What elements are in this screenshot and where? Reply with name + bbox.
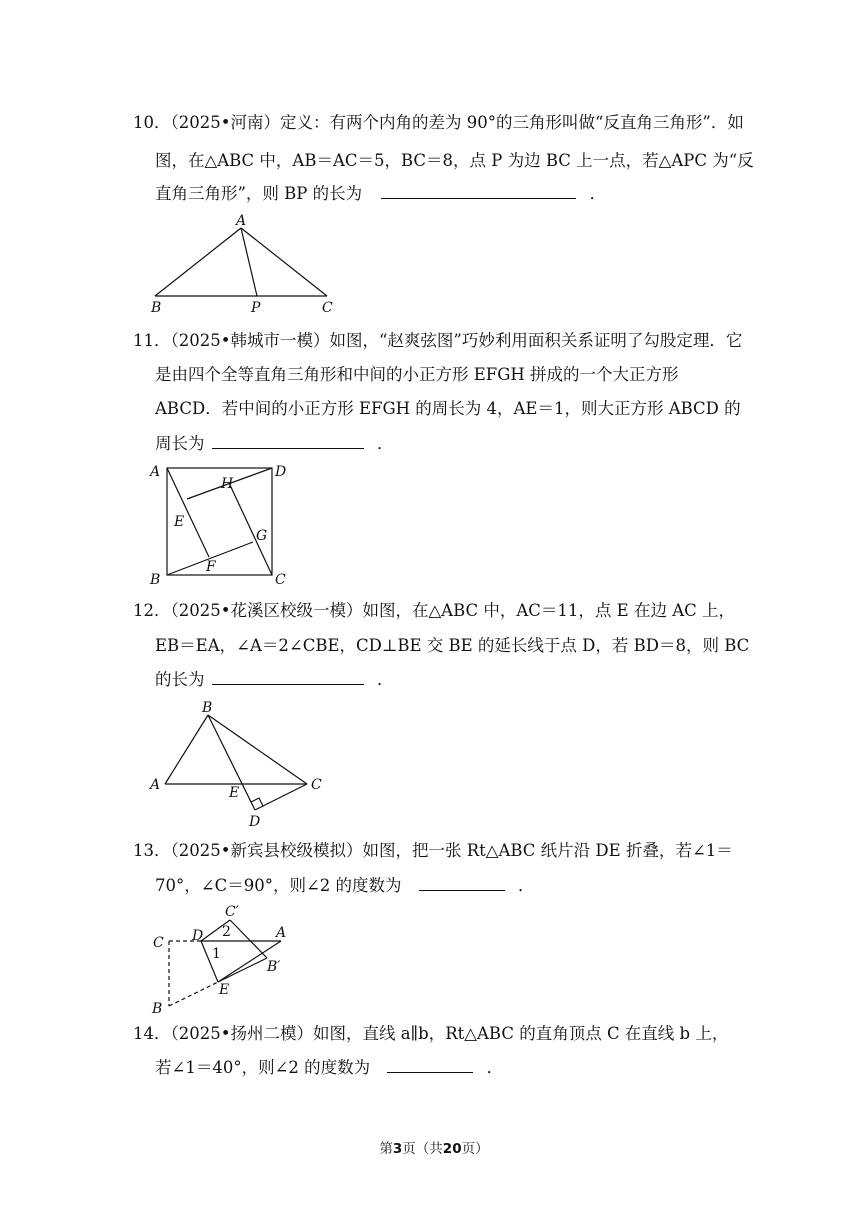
figure-13-label-angle-2: 2 (222, 924, 231, 940)
figure-triangle-abc-p (145, 212, 345, 317)
figure-10-label-p: P (251, 300, 261, 316)
figure-10-label-a: A (236, 213, 247, 229)
footer-page-number: 3 (392, 1141, 403, 1157)
figure-11-label-d: D (275, 464, 287, 480)
figure-13-label-a: A (276, 925, 287, 941)
problem-13-line-1: 13．（2025•新宾县校级模拟）如图，把一张 Rt△ABC 纸片沿 DE 折叠，若∠1＝ (133, 841, 733, 860)
figure-12-label-a: A (150, 777, 161, 793)
problem-10-line-1: 10．（2025•河南）定义：有两个内角的差为 90°的三角形叫做“反直角三角形”．如 (133, 113, 744, 132)
problem-12-line-3: 的长为 ． (155, 670, 394, 689)
figure-11-label-f: F (206, 559, 216, 575)
footer-total-pages: 20 (442, 1141, 462, 1157)
figure-13-label-b-prime: B′ (267, 959, 281, 975)
figure-13-label-e: E (219, 982, 230, 998)
figure-13-label-b: B (152, 1001, 163, 1017)
figure-12-label-e: E (229, 785, 240, 801)
figure-11-label-h: H (221, 476, 234, 492)
problem-12-line-1: 12．（2025•花溪区校级一模）如图，在△ABC 中，AC＝11，点 E 在边 AC 上， (133, 601, 735, 620)
problem-12-line-2: EB＝EA，∠A＝2∠CBE，CD⊥BE 交 BE 的延长线于点 D，若 BD＝8，则 BC (155, 636, 750, 655)
figure-11-label-g: G (256, 528, 268, 544)
problem-11-line-4: 周长为 ． (155, 434, 394, 453)
answer-blank-13[interactable] (419, 876, 505, 891)
footer-mid: 页（共 (402, 1141, 443, 1157)
figure-triangle-abc-ed (145, 698, 345, 830)
figure-13-label-d: D (192, 928, 204, 944)
answer-blank-11[interactable] (212, 434, 364, 449)
figure-folded-triangle (145, 900, 305, 1018)
answer-blank-12[interactable] (212, 670, 364, 685)
figure-12-label-c: C (311, 777, 322, 793)
problem-13-line-2: 70°，∠C＝90°，则∠2 的度数为 ． (155, 876, 535, 895)
footer-suffix: 页） (461, 1141, 489, 1157)
problem-10-line-2: 图，在△ABC 中，AB＝AC＝5，BC＝8，点 P 为边 BC 上一点，若△APC 为“反 (155, 151, 754, 170)
figure-13-label-c: C (153, 935, 164, 951)
answer-blank-14[interactable] (387, 1058, 473, 1073)
page-footer (0, 1137, 868, 1157)
answer-blank-10[interactable] (381, 184, 576, 199)
figure-13-label-angle-1: 1 (212, 946, 221, 962)
problem-11-line-2: 是由四个全等直角三角形和中间的小正方形 EFGH 拼成的一个大正方形 (155, 365, 679, 384)
figure-11-label-a: A (150, 464, 161, 480)
figure-12-label-d: D (249, 814, 261, 830)
figure-10-label-c: C (322, 300, 333, 316)
figure-11-label-e: E (174, 514, 185, 530)
problem-11-line-1: 11．（2025•韩城市一模）如图，“赵爽弦图”巧妙利用面积关系证明了勾股定理．它 (133, 331, 743, 350)
figure-12-label-b: B (202, 700, 213, 716)
problem-14-line-1: 14．（2025•扬州二模）如图，直线 a∥b，Rt△ABC 的直角顶点 C 在直线 b 上， (133, 1024, 729, 1043)
problem-10-line-3: 直角三角形”，则 BP 的长为 ． (155, 184, 607, 203)
footer-prefix: 第 (379, 1141, 393, 1157)
problem-14-line-2: 若∠1＝40°，则∠2 的度数为 ． (155, 1058, 504, 1077)
figure-10-label-b: B (151, 300, 162, 316)
figure-13-label-c-prime: C′ (225, 904, 239, 920)
figure-11-label-b: B (150, 572, 161, 588)
problem-11-line-3: ABCD．若中间的小正方形 EFGH 的周长为 4，AE＝1，则大正方形 ABCD 的 (155, 399, 741, 418)
figure-zhao-shuang-square (145, 460, 295, 592)
figure-11-label-c: C (275, 572, 286, 588)
